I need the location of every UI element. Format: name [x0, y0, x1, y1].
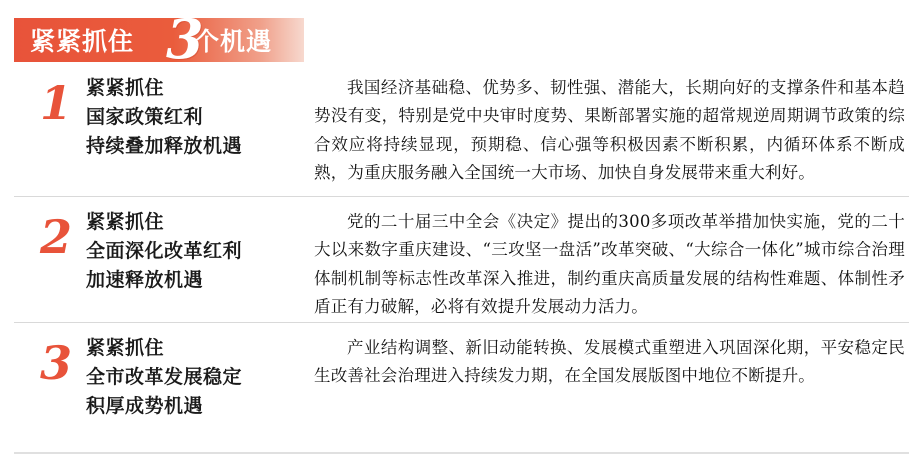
row-title: [86, 74, 314, 188]
row-divider: [14, 196, 909, 197]
row-number: 1: [40, 76, 73, 130]
row-title-line: 紧紧抓住: [86, 211, 165, 233]
row-body-text: 党的二十届三中全会《决定》提出的300多项改革举措加快实施，党的二十大以来数字重庆建设、“三攻坚一盘活”改革突破、“大综合一体化”城市综合治理体制机制等标志性改革深入推进，制约重庆高质量发展的结构性难题、体制性矛盾正有力破解，必将有效提升发展动力活力。: [314, 212, 905, 317]
banner-trail-text: 个机遇: [194, 27, 273, 56]
row-number-cell: [14, 74, 86, 188]
section-banner: [14, 7, 304, 71]
row-number-cell: [14, 334, 86, 421]
opportunity-row: [14, 74, 909, 188]
row-title-line: 国家政策红利: [86, 105, 204, 128]
row-title-line: 全市改革发展稳定: [86, 365, 243, 388]
row-body-text: 产业结构调整、新旧动能转换、发展模式重塑进入巩固深化期，平安稳定民生改善社会治理进入持续发力期，在全国发展版图中地位不断提升。: [314, 338, 905, 386]
opportunity-row: [14, 208, 909, 322]
row-title-line: 积厚成势机遇: [86, 394, 204, 417]
row-title: [86, 334, 314, 421]
row-title-line: 全面深化改革红利: [86, 239, 243, 262]
opportunity-row: [14, 334, 909, 421]
bottom-divider: [14, 452, 909, 454]
row-number: 3: [40, 336, 73, 390]
row-body-text: 我国经济基础稳、优势多、韧性强、潜能大，长期向好的支撑条件和基本趋势没有变，特别是党中央审时度势、果断部署实施的超常规逆周期调节政策的综合效应将持续显现，预期稳、信心强等积极因素不断积累，内循环体系不断成熟，为重庆服务融入全国统一大市场、加快自身发展带来重大利好。: [314, 78, 905, 183]
banner-lead-text: 紧紧抓住: [30, 27, 135, 56]
row-divider: [14, 322, 909, 323]
row-number: 2: [40, 210, 73, 264]
row-title-line: 加速释放机遇: [86, 268, 204, 291]
row-title-line: 紧紧抓住: [86, 77, 165, 99]
row-title-line: 持续叠加释放机遇: [86, 134, 243, 157]
row-title: [86, 208, 314, 322]
row-number-cell: [14, 208, 86, 322]
row-title-line: 紧紧抓住: [86, 337, 165, 359]
banner-number: 3: [166, 7, 204, 71]
